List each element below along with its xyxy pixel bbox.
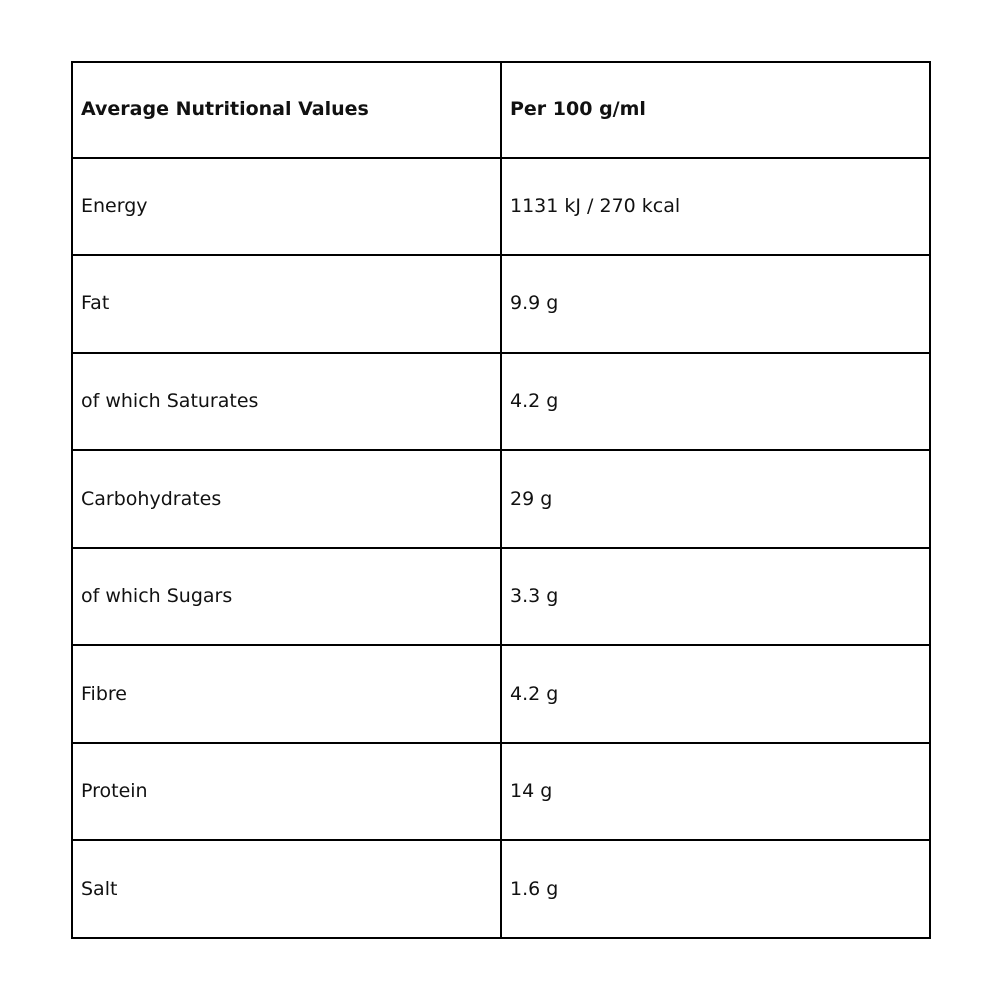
nutrient-value: 9.9 g	[501, 255, 930, 353]
table-row	[72, 645, 930, 743]
table-row	[72, 450, 930, 548]
nutrient-value: 1.6 g	[501, 840, 930, 938]
table-row	[72, 255, 930, 353]
nutrient-value: 1131 kJ / 270 kcal	[501, 158, 930, 256]
nutrient-name: Fibre	[72, 645, 501, 743]
nutrient-value: 3.3 g	[501, 548, 930, 646]
nutrient-name: Salt	[72, 840, 501, 938]
nutrient-value: 29 g	[501, 450, 930, 548]
nutrient-value: 4.2 g	[501, 353, 930, 451]
table-row	[72, 353, 930, 451]
nutrient-name: Carbohydrates	[72, 450, 501, 548]
nutrient-value: 14 g	[501, 743, 930, 841]
nutrient-value: 4.2 g	[501, 645, 930, 743]
table-row	[72, 158, 930, 256]
nutrient-name: Energy	[72, 158, 501, 256]
nutrient-name: Fat	[72, 255, 501, 353]
nutrient-name: of which Saturates	[72, 353, 501, 451]
nutrient-name: Protein	[72, 743, 501, 841]
header-per-100: Per 100 g/ml	[501, 62, 930, 158]
header-nutrient: Average Nutritional Values	[72, 62, 501, 158]
table-header-row	[72, 62, 930, 158]
table-row	[72, 743, 930, 841]
nutrient-name: of which Sugars	[72, 548, 501, 646]
nutrition-table	[71, 61, 931, 939]
table-row	[72, 840, 930, 938]
table-row	[72, 548, 930, 646]
